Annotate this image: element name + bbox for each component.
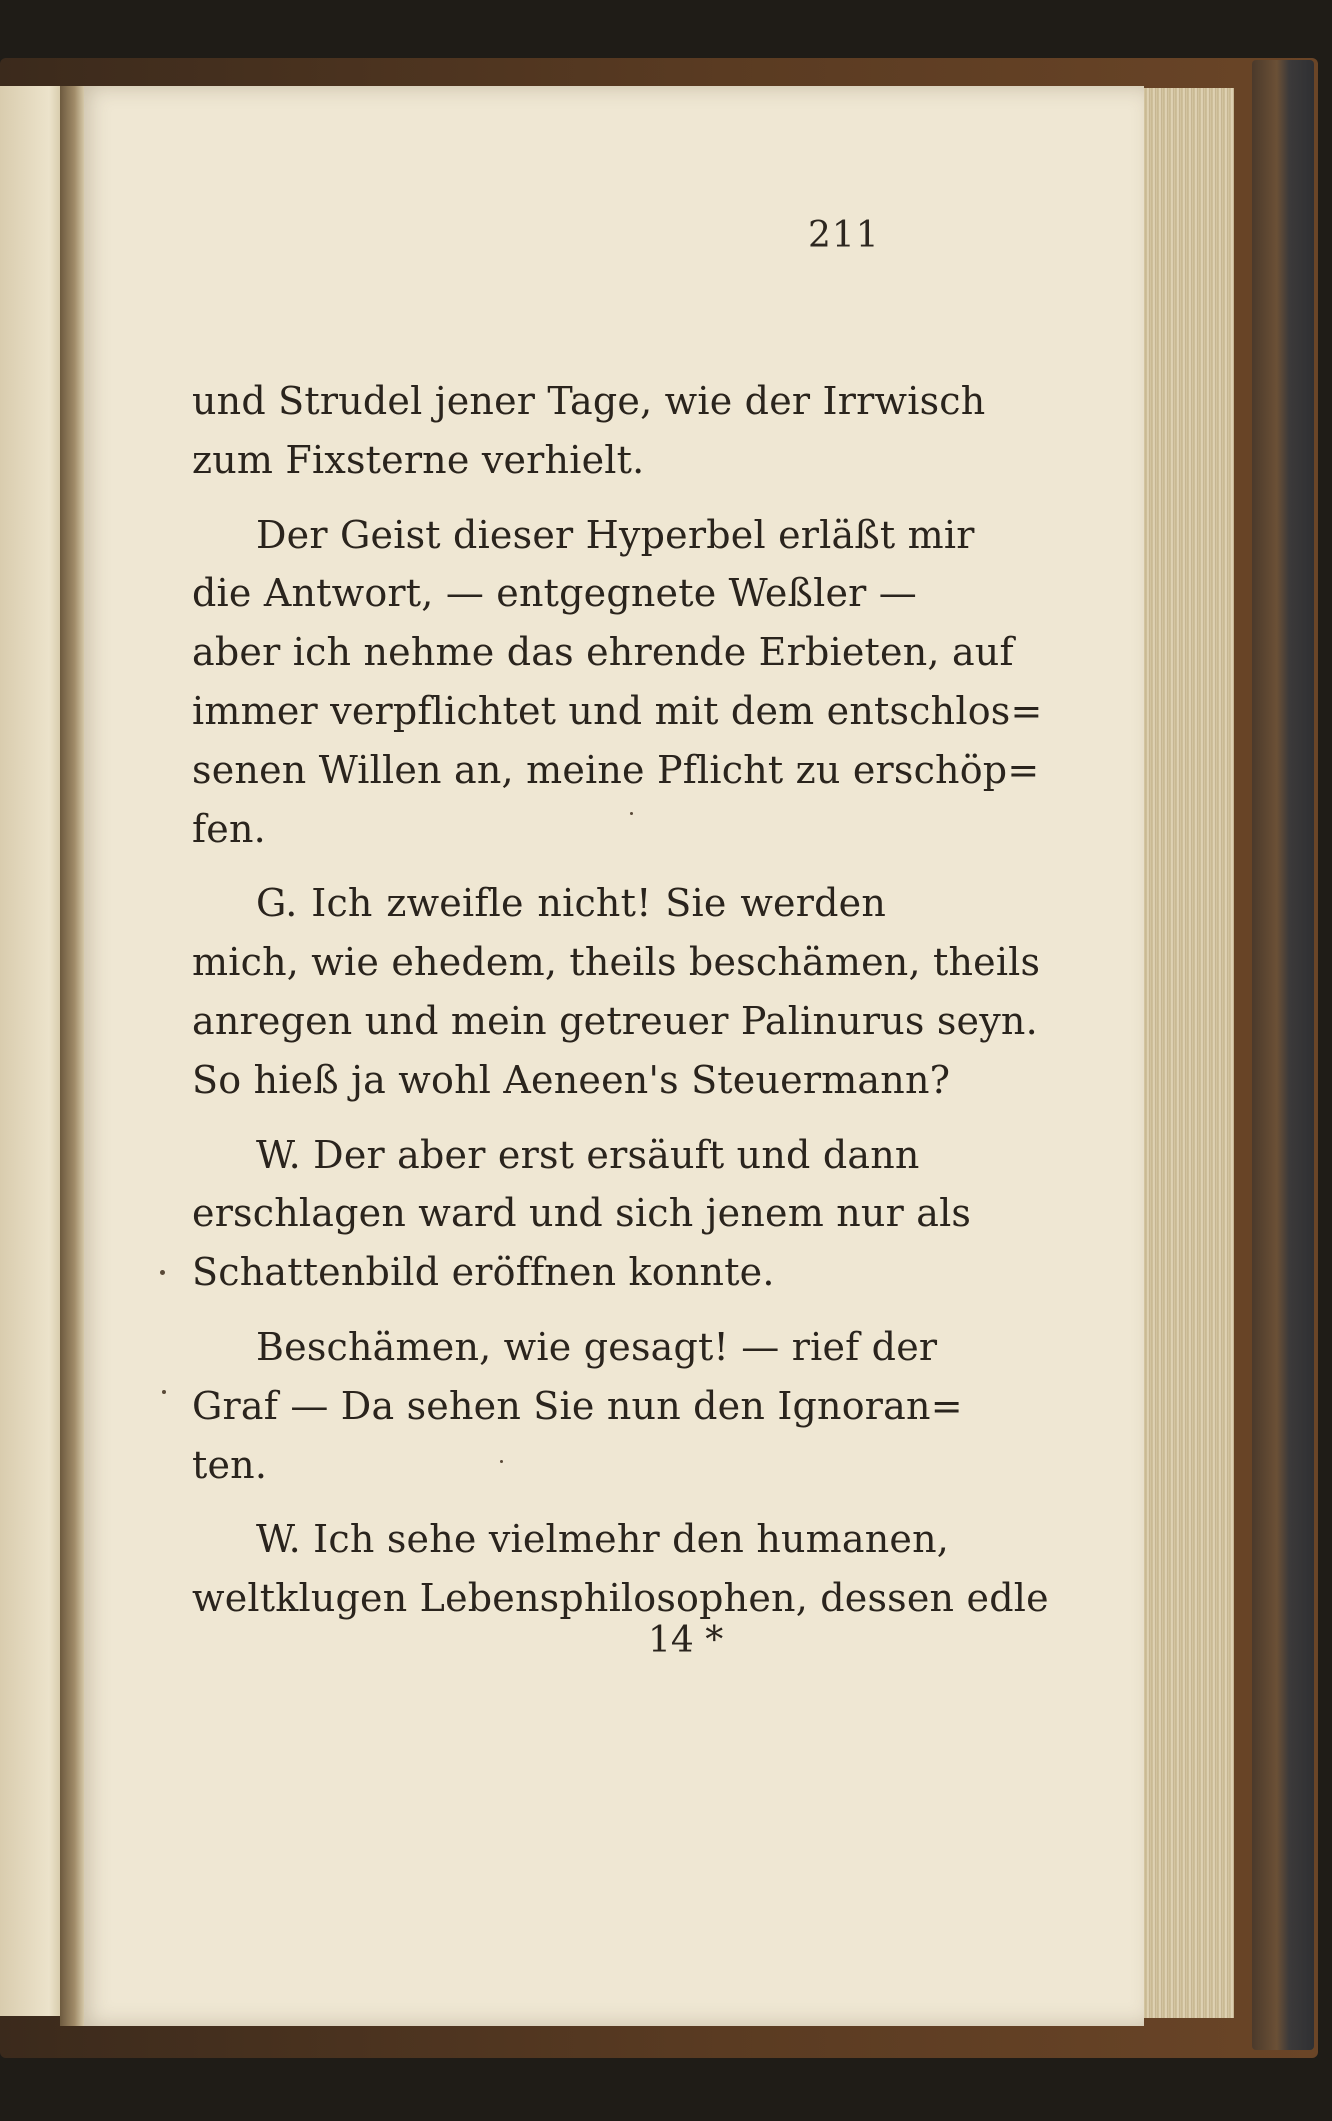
text-line: aber ich nehme das ehrende Erbieten, auf	[192, 630, 1014, 675]
text-line: anregen und mein getreuer Palinurus seyn.	[192, 998, 1038, 1043]
text-line: fen.	[192, 806, 266, 851]
text-line: Der Geist dieser Hyperbel erläßt mir	[256, 512, 975, 557]
text-line: die Antwort, — entgegnete Weßler —	[192, 571, 917, 616]
page-stack-edges	[1138, 88, 1234, 2018]
paper-speck	[160, 1270, 165, 1275]
text-line: und Strudel jener Tage, wie der Irrwisch	[192, 379, 986, 423]
page-text	[192, 372, 1049, 1628]
text-line: So hieß ja wohl Aeneen's Steuermann?	[192, 1057, 951, 1102]
text-line: senen Willen an, meine Pflicht zu erschöp=	[192, 747, 1040, 792]
book-gutter	[60, 86, 84, 2026]
text-line: Graf — Da sehen Sie nun den Ignoran=	[192, 1383, 963, 1428]
paper-speck	[162, 1390, 166, 1394]
text-line: immer verpflichtet und mit dem entschlos=	[192, 688, 1043, 733]
text-line: erschlagen ward und sich jenem nur als	[192, 1191, 972, 1236]
text-line: zum Fixsterne verhielt.	[192, 437, 645, 482]
text-line: Beschämen, wie gesagt! — rief der	[256, 1324, 938, 1369]
text-line: ten.	[192, 1442, 268, 1487]
text-line: weltklugen Lebensphilosophen, dessen edle	[192, 1576, 1049, 1621]
text-line: G. Ich zweifle nicht! Sie werden	[256, 881, 886, 926]
paper-speck	[500, 1460, 503, 1463]
text-line: Schattenbild eröffnen konnte.	[192, 1250, 775, 1295]
text-line: W. Der aber erst ersäuft und dann	[256, 1132, 920, 1177]
signature-mark: 14 *	[648, 1620, 724, 1661]
book-cover-edge	[1252, 60, 1314, 2050]
text-line: mich, wie ehedem, theils beschämen, theils	[192, 940, 1041, 985]
page-number: 211	[808, 215, 880, 256]
paper-speck	[630, 812, 633, 815]
text-line: W. Ich sehe vielmehr den humanen,	[256, 1517, 950, 1562]
